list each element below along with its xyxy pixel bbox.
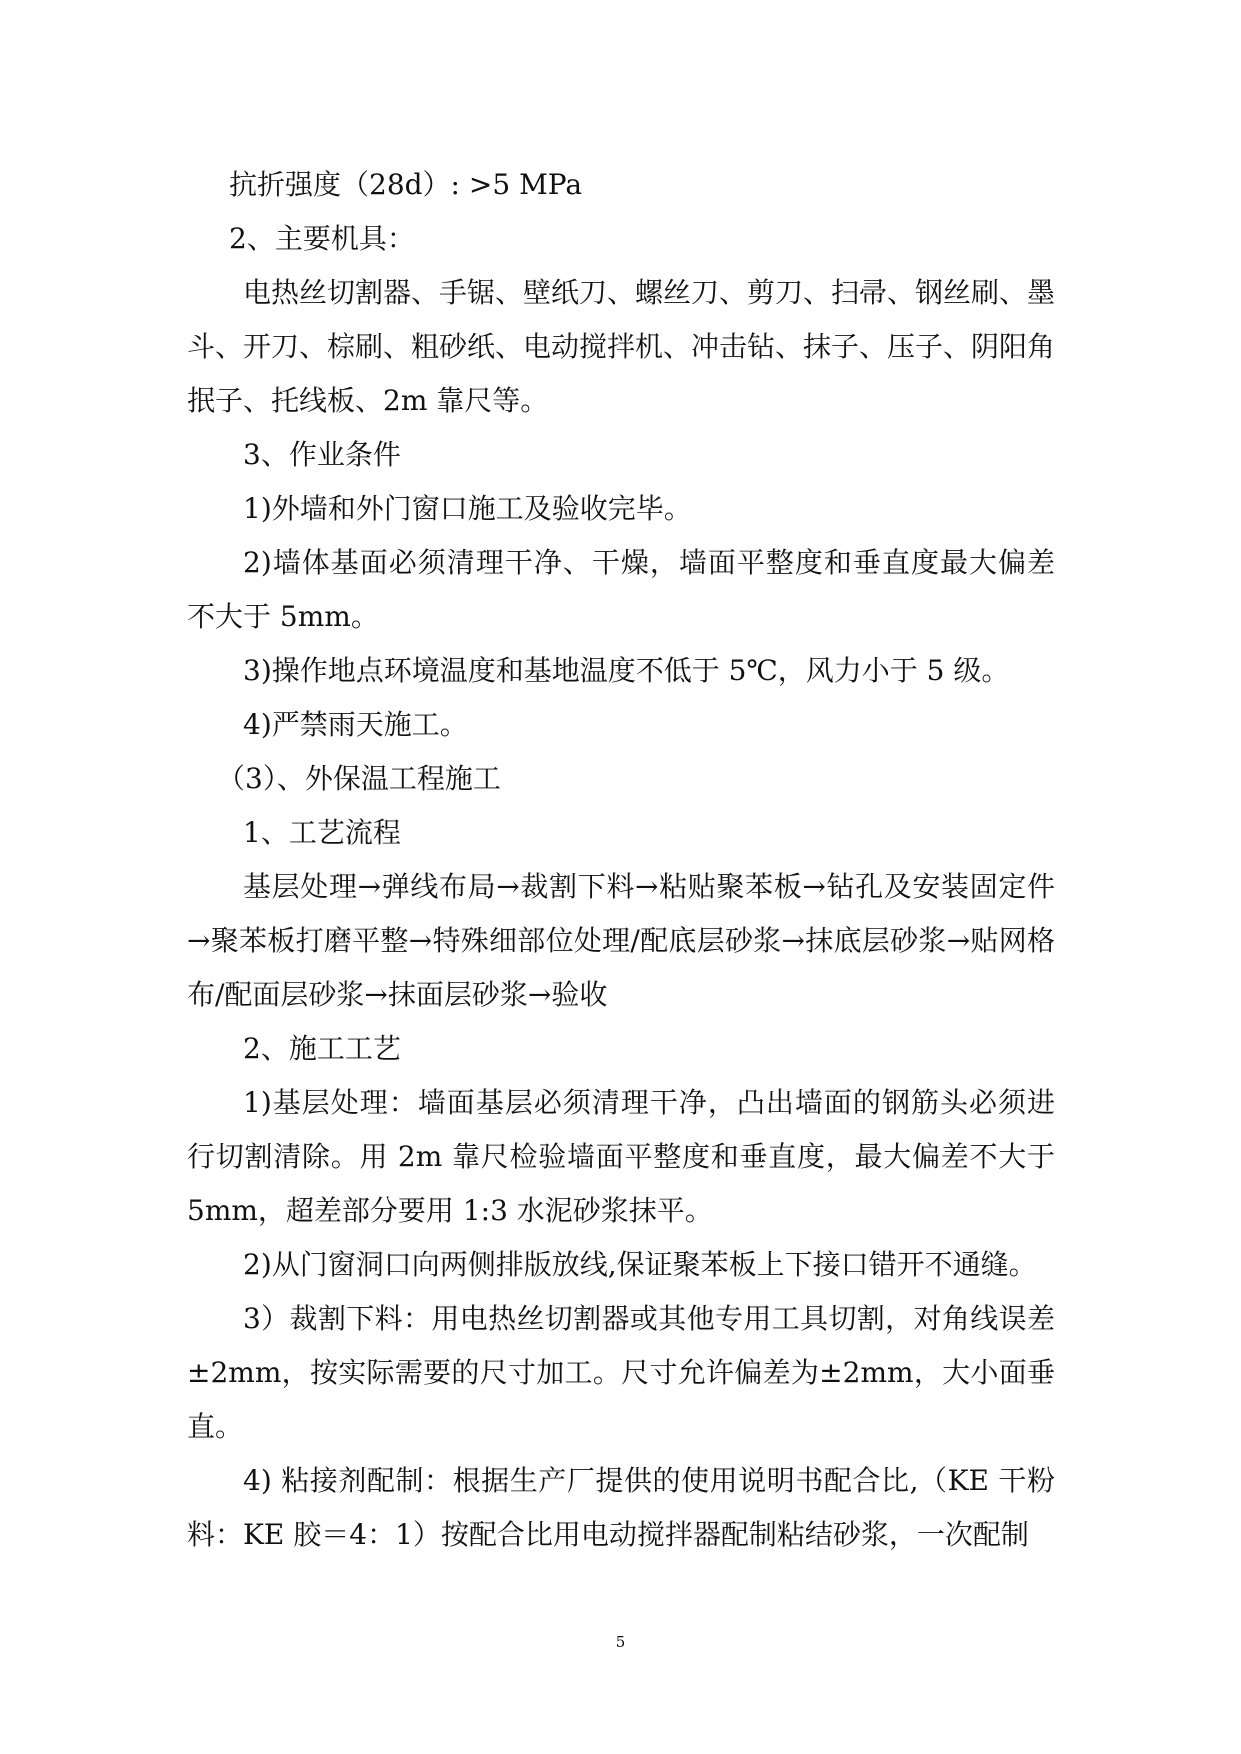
- heading-construction-process: 2、施工工艺: [243, 1032, 401, 1065]
- section-heading-insulation: （3）、外保温工程施工: [217, 762, 501, 795]
- paragraph-process-flow: 基层处理→弹线布局→裁割下料→粘贴聚苯板→钻孔及安装固定件→聚苯板打磨平整→特殊细部位处理/配底层砂浆→抹底层砂浆→贴网格布/配面层砂浆→抹面层砂浆→验收: [187, 870, 1055, 1011]
- condition-item-3: 3)操作地点环境温度和基地温度不低于 5℃，风力小于 5 级。: [243, 654, 1010, 687]
- process-step-2: 2)从门窗洞口向两侧排版放线,保证聚苯板上下接口错开不通缝。: [243, 1248, 1037, 1281]
- condition-item-1: 1)外墙和外门窗口施工及验收完毕。: [243, 492, 692, 525]
- heading-process-flow: 1、工艺流程: [243, 816, 401, 849]
- heading-main-equipment: 2、主要机具：: [229, 222, 415, 255]
- process-step-3: 3）裁割下料：用电热丝切割器或其他专用工具切割，对角线误差±2mm，按实际需要的尺寸加工。尺寸允许偏差为±2mm，大小面垂直。: [187, 1302, 1055, 1443]
- process-step-4: 4) 粘接剂配制：根据生产厂提供的使用说明书配合比,（KE 干粉料：KE 胶＝4：1）按配合比用电动搅拌器配制粘结砂浆，一次配制: [187, 1464, 1055, 1551]
- process-step-1: 1)基层处理：墙面基层必须清理干净，凸出墙面的钢筋头必须进行切割清除。用 2m 靠尺检验墙面平整度和垂直度，最大偏差不大于 5mm，超差部分要用 1:3 水泥砂浆抹平。: [187, 1086, 1064, 1227]
- condition-item-2: 2)墙体基面必须清理干净、干燥，墙面平整度和垂直度最大偏差不大于 5mm。: [187, 546, 1055, 633]
- heading-work-conditions: 3、作业条件: [243, 438, 401, 471]
- page-number: 5: [615, 1633, 626, 1651]
- condition-item-4: 4)严禁雨天施工。: [243, 708, 468, 741]
- paragraph-flexural-strength: 抗折强度（28d）: >5 MPa: [229, 168, 583, 201]
- paragraph-equipment-list: 电热丝切割器、手锯、壁纸刀、螺丝刀、剪刀、扫帚、钢丝刷、墨斗、开刀、棕刷、粗砂纸、电动搅拌机、冲击钻、抹子、压子、阴阳角抿子、托线板、2m 靠尺等。: [187, 276, 1056, 417]
- document-body: [187, 158, 1064, 1562]
